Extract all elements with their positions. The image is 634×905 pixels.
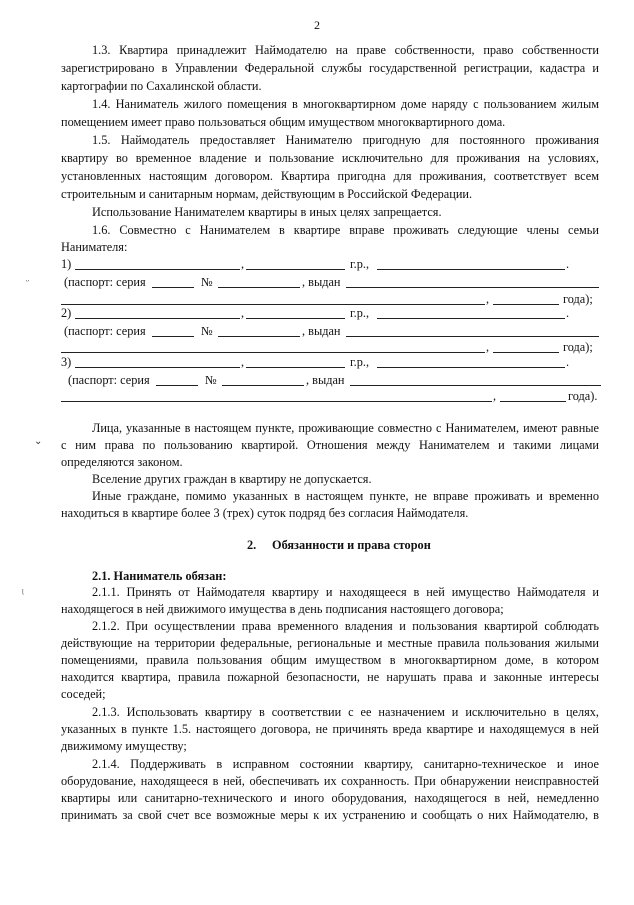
clause-1-5-line-3: установленных настоящим договором. Квартира пригодна для проживания, соответствует всем: [61, 169, 599, 183]
persons-line-2: с ним права по пользованию квартирой. Отношения между Нанимателем и такими лицами: [61, 438, 599, 452]
clause-2-1-3-line-3: движимому имуществу;: [61, 739, 187, 753]
member-1-issued-by-field[interactable]: [346, 287, 599, 288]
other-citizens-line-1: Иные граждане, помимо указанных в настоящем пункте, не вправе проживать и временно: [92, 489, 599, 503]
member-2-passport-number-field[interactable]: [218, 336, 300, 337]
clause-1-4-line-2: помещением имеет право пользоваться общим имуществом многоквартирного дома.: [61, 115, 506, 129]
member-3-issued-by-field[interactable]: [350, 385, 601, 386]
member-3-name-field[interactable]: [75, 367, 240, 368]
page-number: 2: [314, 18, 320, 32]
member-1-issue-date-field[interactable]: [493, 304, 559, 305]
member-1-name-field[interactable]: [75, 269, 240, 270]
member-3-issued-label: , выдан: [306, 373, 345, 387]
member-2-birthplace-field[interactable]: [377, 318, 565, 319]
member-3-issued-by-field-2[interactable]: [61, 401, 492, 402]
clause-2-1-2-line-4: находится квартира, правила пожарной безопасности, не нарушать права и законные интересы: [61, 670, 599, 684]
member-3-birthdate-field[interactable]: [246, 367, 345, 368]
member-3-passport-series-field[interactable]: [156, 385, 198, 386]
tenant-obligations-heading: 2.1. Наниматель обязан:: [92, 569, 227, 583]
other-citizens-line-2: находиться в квартире более 3 (трех) суток подряд без согласия Наймодателя.: [61, 506, 469, 520]
clause-2-1-1-line-1: 2.1.1. Принять от Наймодателя квартиру и находящееся в ней имущество Наймодателя и: [92, 585, 599, 599]
section-2-number: 2.: [247, 538, 257, 552]
member-1-birth-label: г.р.,: [350, 257, 370, 271]
clause-2-1-2-line-1: 2.1.2. При осуществлении права временного владения и пользования квартирой соблюдать: [92, 619, 599, 633]
clause-1-3-line-3: картографии по Сахалинской области.: [61, 79, 262, 93]
member-3-passport-label: (паспорт: серия: [68, 373, 150, 387]
clause-2-1-4-line-1: 2.1.4. Поддерживать в исправном состоянии квартиру, санитарно-техническое и иное: [92, 757, 599, 771]
member-3-passport-number-field[interactable]: [222, 385, 304, 386]
settlement-restriction: Вселение других граждан в квартиру не допускается.: [92, 472, 372, 486]
clause-2-1-4-line-2: оборудование, находящееся в ней, обеспечивать их сохранность. При обнаружении неисправностей: [61, 774, 599, 788]
scan-speck: ᶩ: [22, 588, 24, 599]
clause-2-1-2-line-2: действующие на территории федеральные, региональные и местные правила пользования жилыми: [61, 636, 599, 650]
member-2-issued-label: , выдан: [302, 324, 341, 338]
clause-2-1-2-line-5: соседей;: [61, 687, 106, 701]
clause-1-3-line-1: 1.3. Квартира принадлежит Наймодателю на праве собственности, право собственности: [92, 43, 599, 57]
clause-2-1-3-line-2: указанных в пункте 1.5. настоящего договора, не причинять вреда квартире и находящемуся в ней: [61, 722, 599, 736]
member-2-birth-label: г.р.,: [350, 306, 370, 320]
clause-1-4-line-1: 1.4. Наниматель жилого помещения в многоквартирном доме наряду с пользованием жилым: [92, 97, 599, 111]
scan-speck: ᵕ: [26, 276, 29, 287]
member-2-issue-date-field[interactable]: [493, 352, 559, 353]
member-2-passport-label: (паспорт: серия: [64, 324, 146, 338]
member-1-passport-label: (паспорт: серия: [64, 275, 146, 289]
section-2-title: Обязанности и права сторон: [272, 538, 431, 552]
clause-2-1-2-line-3: помещениями, правила пользования общим имуществом в многоквартирном доме, в котором: [61, 653, 599, 667]
clause-1-5-line-2: квартиру во временное владение и пользование исключительно для проживания на условиях,: [61, 151, 599, 165]
member-2-passport-series-field[interactable]: [152, 336, 194, 337]
member-1-birthdate-field[interactable]: [246, 269, 345, 270]
clause-1-3-line-2: зарегистрировано в Управлении Федеральной службы государственной регистрации, кадастра и: [61, 61, 599, 75]
clause-1-6-line-1: 1.6. Совместно с Нанимателем в квартире вправе проживать следующие члены семьи: [92, 223, 599, 237]
member-1-passport-series-field[interactable]: [152, 287, 194, 288]
scan-speck: ⌄: [34, 436, 43, 447]
member-2-issued-by-field[interactable]: [346, 336, 599, 337]
member-2-name-field[interactable]: [75, 318, 240, 319]
clause-1-5-line-4: строительным и санитарным нормам, действующим в Российской Федерации.: [61, 187, 473, 201]
use-restriction: Использование Нанимателем квартиры в иных целях запрещается.: [92, 205, 442, 219]
member-1-number: 1): [61, 257, 72, 271]
member-2-issued-by-field-2[interactable]: [61, 352, 485, 353]
persons-line-3: определяются законом.: [61, 455, 183, 469]
member-2-number: 2): [61, 306, 72, 320]
clause-2-1-4-line-3: квартиры или санитарно-технического и иного оборудования, находящегося в ней, немедленно: [61, 791, 599, 805]
member-1-issued-label: , выдан: [302, 275, 341, 289]
member-1-passport-number-field[interactable]: [218, 287, 300, 288]
member-3-number: 3): [61, 355, 72, 369]
clause-1-6-line-2: Нанимателя:: [61, 240, 128, 254]
clause-2-1-3-line-1: 2.1.3. Использовать квартиру в соответствии с ее назначением и исключительно в целях,: [92, 705, 599, 719]
member-2-birthdate-field[interactable]: [246, 318, 345, 319]
clause-2-1-1-line-2: находящегося в ней движимого имущества в день подписания настоящего договора;: [61, 602, 504, 616]
persons-line-1: Лица, указанные в настоящем пункте, проживающие совместно с Нанимателем, имеют равные: [92, 421, 599, 435]
clause-2-1-4-line-4: принимать за свой счет все возможные меры к их устранению и сообщать о них Наймодателю, в: [61, 808, 599, 822]
member-3-birthplace-field[interactable]: [377, 367, 565, 368]
member-3-birth-label: г.р.,: [350, 355, 370, 369]
member-1-birthplace-field[interactable]: [377, 269, 565, 270]
clause-1-5-line-1: 1.5. Наймодатель предоставляет Нанимателю пригодную для постоянного проживания: [92, 133, 599, 147]
member-1-issued-by-field-2[interactable]: [61, 304, 485, 305]
member-3-issue-date-field[interactable]: [500, 401, 566, 402]
